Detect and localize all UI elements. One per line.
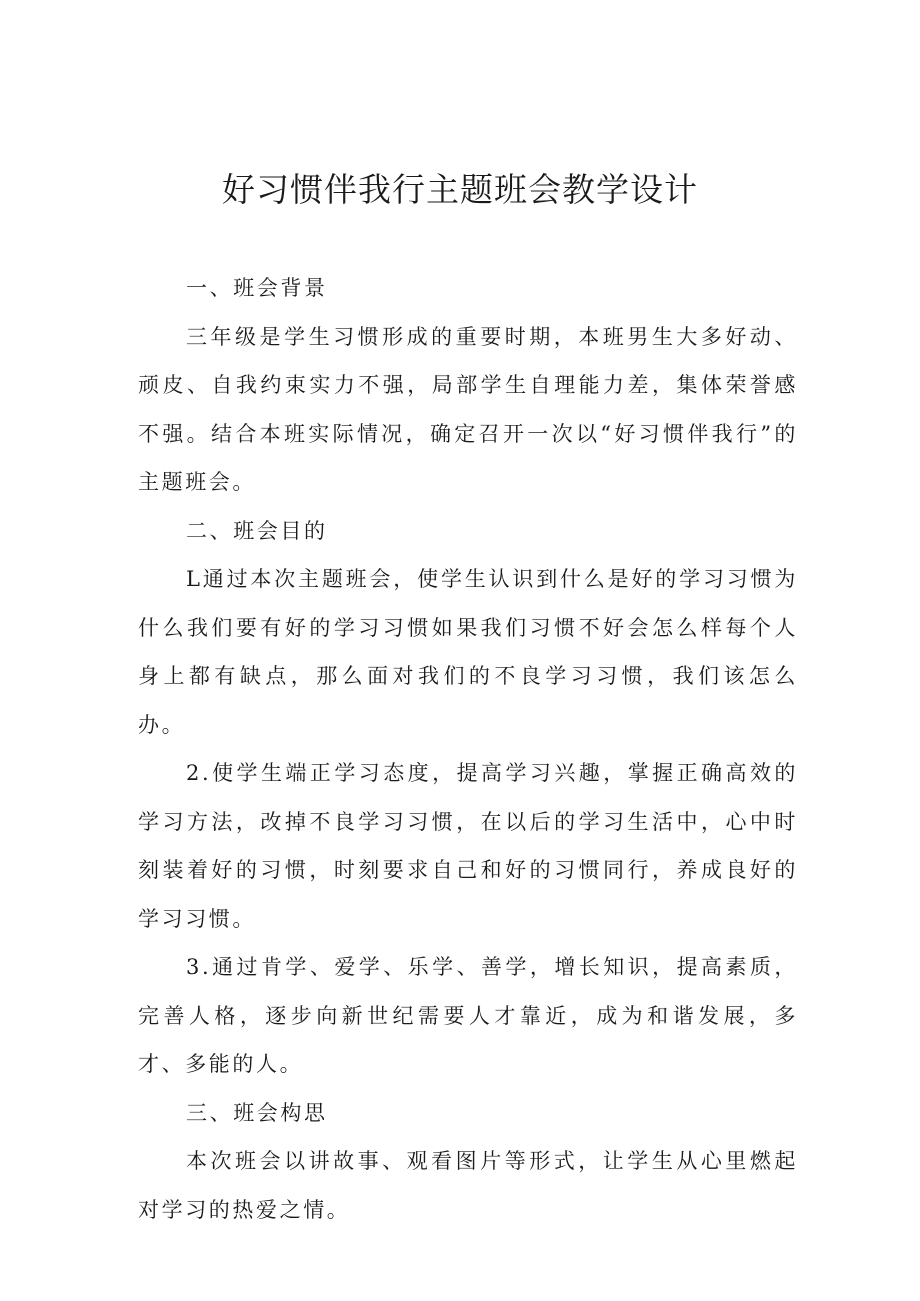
section-heading-background: 一、班会背景 bbox=[186, 276, 328, 300]
document-body bbox=[138, 264, 798, 1234]
section-heading-purpose: 二、班会目的 bbox=[186, 518, 328, 543]
document-title: 好习惯伴我行主题班会教学设计 bbox=[222, 170, 698, 209]
purpose-item-1: L通过本次主题班会，使学生认识到什么是好的学习习惯为什么我们要有好的学习习惯如果我们习惯不好会怎么样每个人身上都有缺点，那么面对我们的不良学习习惯，我们该怎么办。 bbox=[138, 567, 798, 737]
purpose-item-3: 3.通过肯学、爱学、乐学、善学，增长知识，提高素质，完善人格，逐步向新世纪需要人才靠近，成为和谐发展，多才、多能的人。 bbox=[138, 955, 798, 1076]
section-heading-concept: 三、班会构思 bbox=[186, 1100, 328, 1125]
purpose-item-2: 2.使学生端正学习态度，提高学习兴趣，掌握正确高效的学习方法，改掉不良学习习惯，在以后的学习生活中，心中时刻装着好的习惯，时刻要求自己和好的习惯同行，养成良好的学习习惯。 bbox=[138, 761, 798, 931]
background-paragraph: 三年级是学生习惯形成的重要时期，本班男生大多好动、顽皮、自我约束实力不强，局部学生自理能力差，集体荣誉感不强。结合本班实际情况，确定召开一次以“好习惯伴我行”的主题班会。 bbox=[138, 324, 798, 494]
concept-paragraph: 本次班会以讲故事、观看图片等形式，让学生从心里燃起对学习的热爱之情。 bbox=[138, 1149, 798, 1222]
